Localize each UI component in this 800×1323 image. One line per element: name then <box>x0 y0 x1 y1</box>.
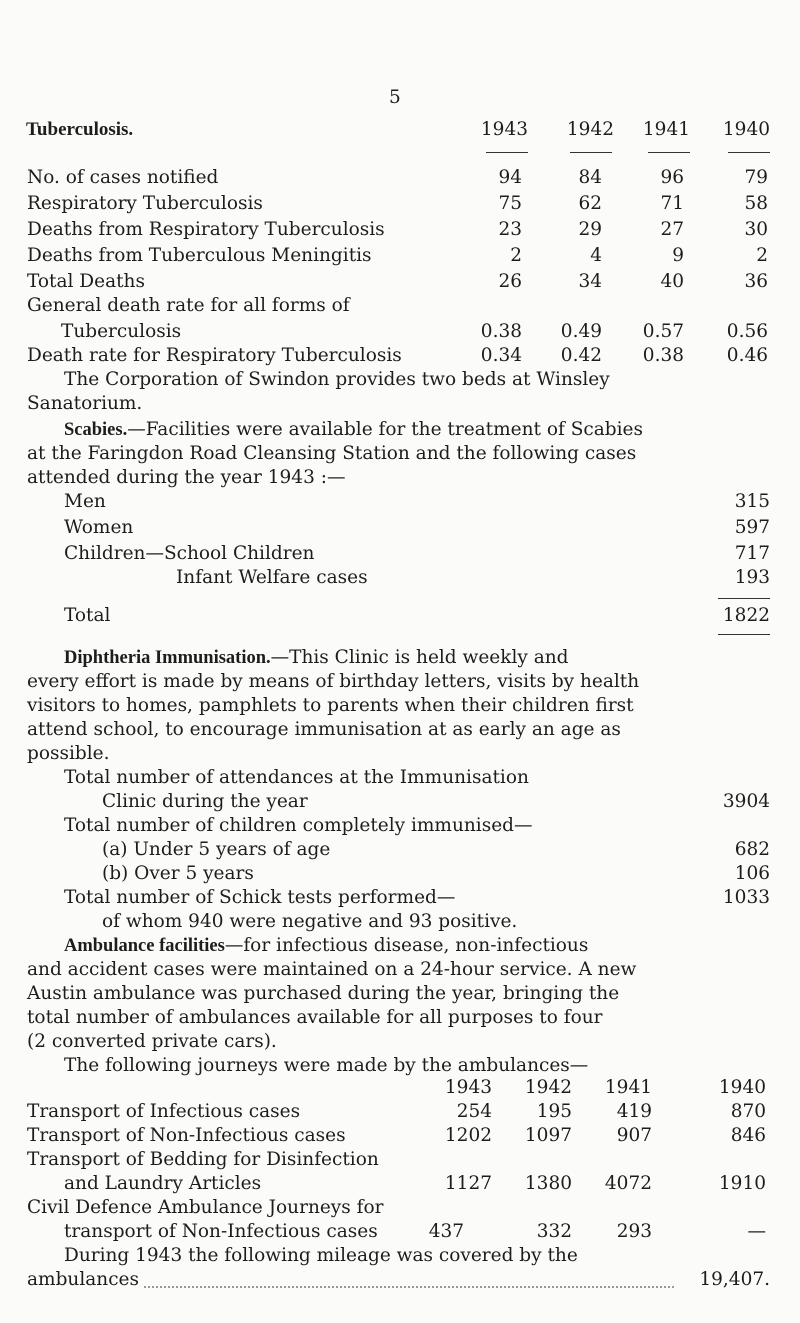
scabies-infant-label: Infant Welfare cases <box>176 567 368 588</box>
under5-value: 682 <box>734 839 770 860</box>
tb-cell: 62 <box>578 193 602 214</box>
mileage-text: During 1943 the following mileage was covered by the <box>64 1245 578 1266</box>
tb-cell: 0.46 <box>726 345 768 366</box>
amb-row-label: Transport of Non-Infectious cases <box>27 1125 346 1146</box>
tb-cell: 0.38 <box>642 345 684 366</box>
immunised-label: Total number of children completely immunised— <box>64 815 533 836</box>
diphtheria-text-line: every effort is made by means of birthday letters, visits by health <box>27 671 640 692</box>
tb-cell: 27 <box>660 219 684 240</box>
tb-header-rule-1940 <box>728 152 770 153</box>
tb-row-label: Deaths from Tuberculous Meningitis <box>27 245 372 266</box>
ambulance-text-line: (2 converted private cars). <box>27 1031 277 1052</box>
scabies-children-value: 717 <box>734 543 770 564</box>
amb-cell: 1380 <box>524 1173 572 1194</box>
amb-cell: 4072 <box>604 1173 652 1194</box>
amb-row-label: Transport of Infectious cases <box>27 1101 301 1122</box>
scabies-infant-value: 193 <box>734 567 770 588</box>
amb-cell: 1910 <box>718 1173 766 1194</box>
tb-row-label: Deaths from Respiratory Tuberculosis <box>27 219 385 240</box>
tb-cell: 0.42 <box>560 345 602 366</box>
amb-row-label-cont: transport of Non-Infectious cases <box>64 1221 378 1242</box>
amb-cell: 437 <box>428 1221 464 1242</box>
scabies-total-rule <box>718 598 770 599</box>
amb-cell: 419 <box>616 1101 652 1122</box>
tb-cell: 2 <box>510 245 522 266</box>
tb-cell: 30 <box>744 219 768 240</box>
scabies-text-line: at the Faringdon Road Cleansing Station and the following cases <box>27 443 637 464</box>
amb-row-label: Civil Defence Ambulance Journeys for <box>27 1197 384 1218</box>
under5-label: (a) Under 5 years of age <box>102 839 331 860</box>
amb-cell: 1127 <box>444 1173 492 1194</box>
ambulance-text-line: and accident cases were maintained on a 24-hour service. A new <box>27 959 637 980</box>
diphtheria-text-line: attend school, to encourage immunisation at as early an age as <box>27 719 621 740</box>
tb-header-rule-1941 <box>648 152 690 153</box>
tb-cell: 58 <box>744 193 768 214</box>
scabies-total-underline <box>718 634 770 635</box>
amb-cell: 907 <box>616 1125 652 1146</box>
tb-cell: 36 <box>744 271 768 292</box>
tb-cell: 96 <box>660 167 684 188</box>
attendances-label-cont: Clinic during the year <box>102 791 308 812</box>
tb-year-1940: 1940 <box>722 119 770 140</box>
scabies-women-value: 597 <box>734 517 770 538</box>
scabies-text-line: attended during the year 1943 :— <box>27 467 346 488</box>
amb-cell: 870 <box>730 1101 766 1122</box>
tb-cell: 0.56 <box>726 321 768 342</box>
attendances-value: 3904 <box>722 791 770 812</box>
amb-cell: 195 <box>536 1101 572 1122</box>
journeys-intro: The following journeys were made by the ambulances— <box>64 1055 589 1076</box>
diphtheria-text-line: possible. <box>27 743 110 764</box>
amb-year-1941: 1941 <box>604 1077 652 1098</box>
scabies-total-label: Total <box>64 605 111 626</box>
amb-year-1942: 1942 <box>524 1077 572 1098</box>
schick-value: 1033 <box>722 887 770 908</box>
amb-year-1940: 1940 <box>718 1077 766 1098</box>
tb-row-label-cont: Tuberculosis <box>61 321 182 342</box>
amb-year-1943: 1943 <box>444 1077 492 1098</box>
tb-cell: 84 <box>578 167 602 188</box>
tb-row-label: No. of cases notified <box>27 167 219 188</box>
tb-cell: 0.49 <box>560 321 602 342</box>
amb-row-label: Transport of Bedding for Disinfection <box>27 1149 379 1170</box>
tb-cell: 40 <box>660 271 684 292</box>
tb-header-rule-1942 <box>570 152 612 153</box>
scabies-paragraph <box>64 418 643 442</box>
ambulance-text-line: total number of ambulances available for all purposes to four <box>27 1007 603 1028</box>
amb-row-label-cont: and Laundry Articles <box>64 1173 262 1194</box>
scabies-women-label: Women <box>64 517 134 538</box>
tb-row-label: Total Deaths <box>27 271 145 292</box>
ambulance-text: —for infectious disease, non-infectious <box>224 935 589 956</box>
over5-value: 106 <box>734 863 770 884</box>
tb-year-1942: 1942 <box>566 119 614 140</box>
amb-cell: — <box>747 1221 766 1242</box>
mileage-label: ambulances <box>27 1269 139 1290</box>
mileage-value: 19,407. <box>699 1269 770 1290</box>
scabies-heading: Scabies. <box>64 420 128 440</box>
tb-cell: 2 <box>756 245 768 266</box>
amb-cell: 1097 <box>524 1125 572 1146</box>
tb-cell: 0.34 <box>480 345 522 366</box>
tb-cell: 0.57 <box>642 321 684 342</box>
scabies-total-value: 1822 <box>722 605 770 626</box>
diphtheria-paragraph <box>64 646 569 670</box>
tb-cell: 34 <box>578 271 602 292</box>
tb-header-rule-1943 <box>486 152 528 153</box>
scabies-children-label: Children—School Children <box>64 543 315 564</box>
tb-cell: 75 <box>498 193 522 214</box>
tb-cell: 29 <box>578 219 602 240</box>
schick-note: of whom 940 were negative and 93 positive. <box>102 911 518 932</box>
tb-cell: 71 <box>660 193 684 214</box>
mileage-leader-dots <box>144 1286 674 1288</box>
tb-cell: 79 <box>744 167 768 188</box>
over5-label: (b) Over 5 years <box>102 863 254 884</box>
tb-cell: 0.38 <box>480 321 522 342</box>
attendances-label: Total number of attendances at the Immunisation <box>64 767 529 788</box>
tb-cell: 4 <box>590 245 602 266</box>
tuberculosis-heading: Tuberculosis. <box>26 119 134 140</box>
tb-note-cont: Sanatorium. <box>27 393 143 414</box>
diphtheria-heading: Diphtheria Immunisation. <box>64 648 271 668</box>
schick-label: Total number of Schick tests performed— <box>64 887 456 908</box>
amb-cell: 254 <box>456 1101 492 1122</box>
diphtheria-text-line: visitors to homes, pamphlets to parents when their children first <box>27 695 634 716</box>
tb-cell: 9 <box>672 245 684 266</box>
tb-year-1943: 1943 <box>480 119 528 140</box>
tb-row-label: Death rate for Respiratory Tuberculosis <box>27 345 402 366</box>
scabies-text: —Facilities were available for the treatment of Scabies <box>127 419 643 440</box>
amb-cell: 1202 <box>444 1125 492 1146</box>
tb-row-label: General death rate for all forms of <box>27 295 350 316</box>
ambulance-heading: Ambulance facilities <box>64 936 225 956</box>
ambulance-paragraph <box>64 934 588 958</box>
amb-cell: 293 <box>616 1221 652 1242</box>
ambulance-text-line: Austin ambulance was purchased during the year, bringing the <box>27 983 620 1004</box>
tb-note: The Corporation of Swindon provides two beds at Winsley <box>64 369 610 390</box>
amb-cell: 332 <box>536 1221 572 1242</box>
tb-cell: 94 <box>498 167 522 188</box>
page-number: 5 <box>389 87 401 108</box>
amb-cell: 846 <box>730 1125 766 1146</box>
tb-cell: 26 <box>498 271 522 292</box>
tb-row-label: Respiratory Tuberculosis <box>27 193 263 214</box>
tb-cell: 23 <box>498 219 522 240</box>
scabies-men-label: Men <box>64 491 106 512</box>
diphtheria-text: —This Clinic is held weekly and <box>270 647 569 668</box>
scabies-men-value: 315 <box>734 491 770 512</box>
tb-year-1941: 1941 <box>642 119 690 140</box>
